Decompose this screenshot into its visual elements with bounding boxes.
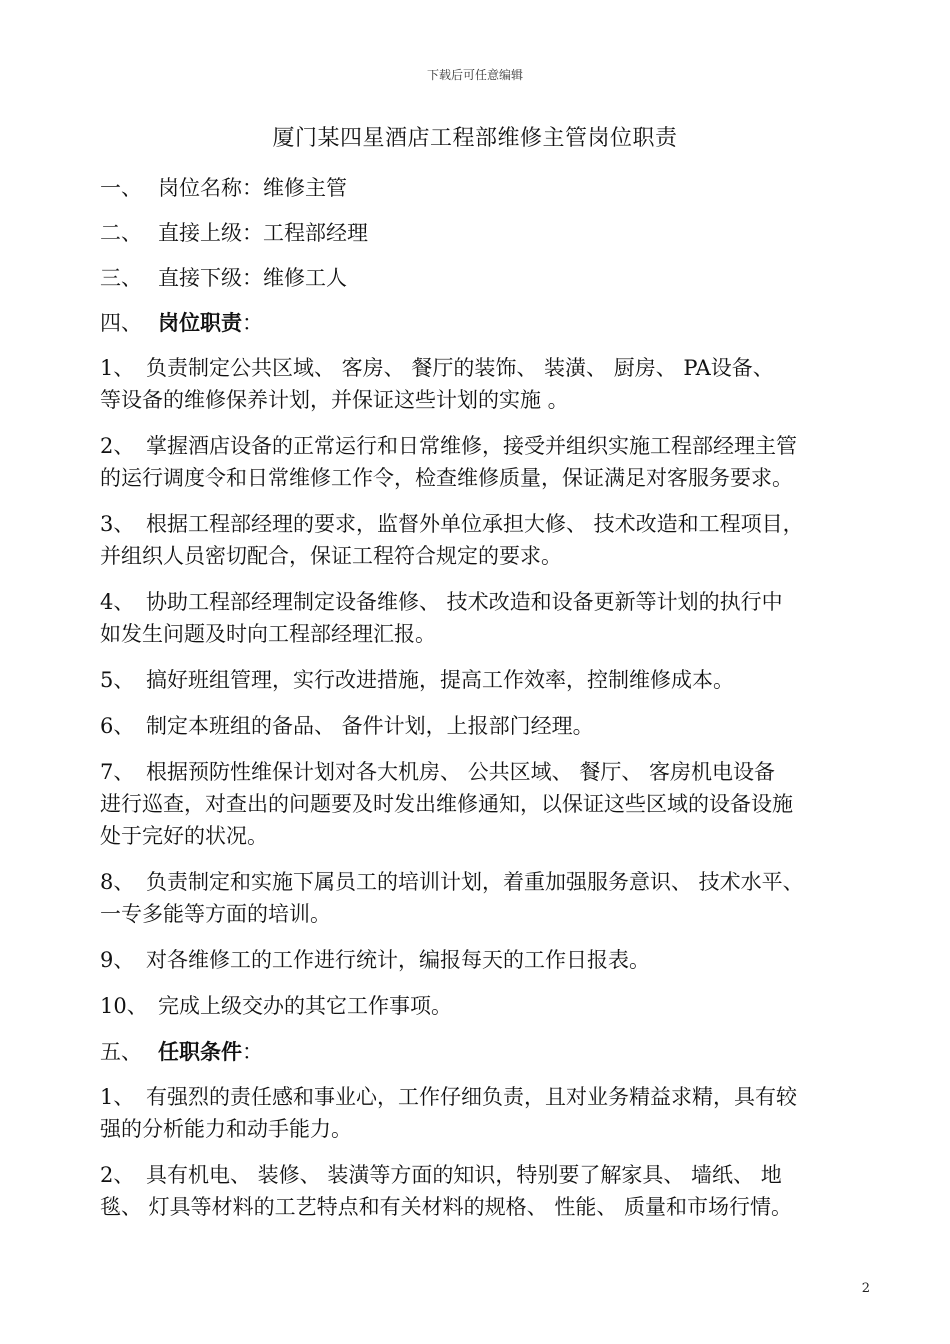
section-suffix: ： [242,1040,263,1064]
requirements-list [100,1081,865,1223]
section-position-name [100,172,865,204]
document-title: 厦门某四星酒店工程部维修主管岗位职责 [272,126,678,151]
item-line: 强的分析能力和动手能力。 [100,1117,352,1141]
list-item [100,756,865,852]
header-note: 下载后可任意编辑 [426,68,523,82]
list-item [100,352,865,416]
item-number: 4、 [100,590,135,614]
item-number: 5、 [100,668,135,692]
section-number: 一、 [100,176,142,200]
section-direct-superior [100,217,865,249]
list-item [100,710,865,742]
list-item [100,586,865,650]
item-line: 毯、 灯具等材料的工艺特点和有关材料的规格、 性能、 质量和市场行情。 [100,1195,793,1219]
item-number: 6、 [100,714,135,738]
item-line: 如发生问题及时向工程部经理汇报。 [100,622,436,646]
item-number: 2、 [100,434,135,458]
section-duties-heading [100,307,865,339]
item-line: 处于完好的状况。 [100,824,268,848]
list-item [100,1159,865,1223]
item-line: 进行巡查，对查出的问题要及时发出维修通知，以保证这些区域的设备设施 [100,792,793,816]
section-label: 任职条件 [158,1039,242,1064]
item-line: 有强烈的责任感和事业心，工作仔细负责，且对业务精益求精，具有较 [146,1085,797,1109]
section-text: 直接下级：维修工人 [158,266,347,290]
item-line: 并组织人员密切配合，保证工程符合规定的要求。 [100,544,562,568]
item-number: 2、 [100,1163,135,1187]
item-number: 9、 [100,948,135,972]
item-number: 8、 [100,870,135,894]
section-number: 二、 [100,221,142,245]
section-direct-subordinate [100,262,865,294]
item-number: 10、 [100,994,148,1018]
item-line: 根据预防性维保计划对各大机房、 公共区域、 餐厅、 客房机电设备 [146,760,776,784]
section-number: 四、 [100,311,142,335]
section-requirements-heading [100,1036,865,1068]
item-line: 制定本班组的备品、 备件计划，上报部门经理。 [146,714,594,738]
list-item [100,1081,865,1145]
item-number: 3、 [100,512,135,536]
section-text: 岗位名称：维修主管 [158,176,347,200]
list-item [100,508,865,572]
item-line: 协助工程部经理制定设备维修、 技术改造和设备更新等计划的执行中 [146,590,783,614]
item-line: 对各维修工的工作进行统计，编报每天的工作日报表。 [146,948,650,972]
item-line: 根据工程部经理的要求，监督外单位承担大修、 技术改造和工程项目， [146,512,804,536]
list-item [100,990,865,1022]
item-line: 完成上级交办的其它工作事项。 [158,994,452,1018]
item-line: 搞好班组管理，实行改进措施，提高工作效率，控制维修成本。 [146,668,734,692]
item-line: 等设备的维修保养计划，并保证这些计划的实施 。 [100,388,569,412]
list-item [100,430,865,494]
document-body [100,172,865,1237]
item-line: 负责制定和实施下属员工的培训计划，着重加强服务意识、 技术水平、 [146,870,804,894]
item-line: 掌握酒店设备的正常运行和日常维修，接受并组织实施工程部经理主管 [146,434,797,458]
item-line: 一专多能等方面的培训。 [100,902,331,926]
section-text: 直接上级：工程部经理 [158,221,368,245]
duties-list [100,352,865,1022]
item-number: 1、 [100,1085,135,1109]
list-item [100,866,865,930]
section-suffix: ： [242,311,263,335]
item-line: 具有机电、 装修、 装潢等方面的知识，特别要了解家具、 墙纸、 地 [146,1163,782,1187]
item-number: 1、 [100,356,135,380]
list-item [100,664,865,696]
section-number: 五、 [100,1040,142,1064]
item-number: 7、 [100,760,135,784]
list-item [100,944,865,976]
page-number: 2 [861,1281,870,1296]
section-label: 岗位职责 [158,310,242,335]
section-number: 三、 [100,266,142,290]
item-line: 负责制定公共区域、 客房、 餐厅的装饰、 装潢、 厨房、 PA设备、 [146,356,774,380]
item-line: 的运行调度令和日常维修工作令，检查维修质量，保证满足对客服务要求。 [100,466,793,490]
